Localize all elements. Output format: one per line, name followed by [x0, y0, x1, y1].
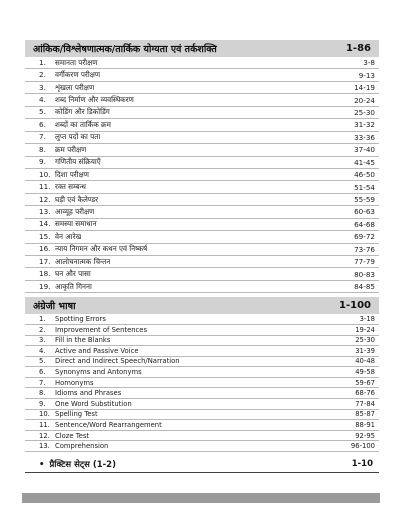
chapter-number: 6. [39, 368, 46, 377]
chapter-pages: 60-63 [354, 207, 375, 217]
chapter-pages: 33-36 [354, 132, 375, 142]
chapter-row [25, 367, 379, 378]
chapter-pages: 51-54 [354, 182, 375, 192]
chapter-row [25, 107, 379, 119]
chapter-pages: 25-30 [355, 336, 375, 345]
chapter-number: 3. [39, 336, 46, 345]
chapter-pages: 80-83 [354, 269, 375, 279]
chapter-number: 8. [39, 144, 46, 154]
chapter-row [25, 119, 379, 131]
chapter-row [25, 169, 379, 181]
chapter-title: आकृति गिनना [55, 281, 92, 291]
chapter-number: 13. [39, 206, 51, 216]
chapter-pages: 68-76 [355, 389, 375, 398]
section-header-english [25, 297, 379, 314]
chapter-number: 8. [39, 389, 46, 398]
chapter-title: Idioms and Phrases [55, 389, 122, 398]
chapter-number: 2. [39, 325, 46, 334]
chapter-title: गणितीय संक्रियाएँ [55, 157, 101, 167]
reasoning-chapter-list [25, 57, 379, 293]
practice-label: प्रैक्टिस सेट्स (1-2) [49, 459, 116, 470]
chapter-title: क्रम परीक्षण [55, 144, 87, 154]
footer-bar [22, 493, 380, 503]
chapter-pages: 64-68 [354, 219, 375, 229]
chapter-pages: 46-50 [354, 170, 375, 180]
chapter-row [25, 441, 379, 452]
chapter-number: 19. [39, 281, 51, 291]
chapter-number: 17. [39, 256, 51, 266]
practice-page-range: 1-10 [351, 459, 373, 470]
section-title: आंकिक/विश्लेषणात्मक/तार्किक योग्यता एवं तर्कशक्ति [33, 44, 217, 55]
chapter-number: 2. [39, 70, 46, 80]
chapter-title: Direct and Indirect Speech/Narration [55, 357, 180, 366]
chapter-number: 10. [39, 169, 51, 179]
chapter-row [25, 157, 379, 169]
chapter-row [25, 268, 379, 280]
chapter-title: लुप्त पदों का पता [55, 132, 101, 142]
chapter-title: Active and Passive Voice [55, 346, 139, 355]
chapter-row [25, 132, 379, 144]
chapter-pages: 19-24 [355, 325, 375, 334]
chapter-title: Sentence/Word Rearrangement [55, 421, 162, 430]
chapter-title: आलोचनात्मक चिन्तन [55, 256, 111, 266]
chapter-row [25, 420, 379, 431]
chapter-title: Comprehension [55, 442, 109, 451]
chapter-pages: 41-45 [354, 157, 375, 167]
section-header-reasoning [25, 40, 379, 57]
section-page-range: 1-100 [339, 300, 371, 312]
chapter-number: 16. [39, 244, 51, 254]
chapter-row [25, 256, 379, 268]
chapter-number: 12. [39, 431, 50, 440]
chapter-row [25, 388, 379, 399]
chapter-pages: 49-58 [355, 368, 375, 377]
chapter-row [25, 57, 379, 69]
chapter-pages: 59-67 [355, 378, 375, 387]
chapter-row [25, 144, 379, 156]
chapter-number: 9. [39, 399, 46, 408]
chapter-row [25, 325, 379, 336]
chapter-pages: 25-30 [354, 107, 375, 117]
chapter-number: 1. [39, 315, 46, 324]
chapter-title: दिशा परीक्षण [55, 169, 89, 179]
chapter-row [25, 82, 379, 94]
chapter-number: 15. [39, 231, 51, 241]
chapter-pages: 77-79 [354, 257, 375, 267]
chapter-pages: 9-13 [358, 70, 375, 80]
chapter-pages: 69-72 [354, 232, 375, 242]
chapter-row [25, 219, 379, 231]
section-title: अंग्रेजी भाषा [33, 301, 76, 313]
practice-sets-row [25, 456, 379, 473]
chapter-row [25, 399, 379, 410]
english-chapter-list [25, 314, 379, 452]
chapter-row [25, 94, 379, 106]
chapter-row [25, 336, 379, 347]
chapter-title: वेन आरेख [55, 231, 82, 241]
chapter-title: Synonyms and Antonyms [55, 368, 142, 377]
chapter-number: 12. [39, 194, 51, 204]
chapter-row [25, 244, 379, 256]
chapter-pages: 31-32 [354, 120, 375, 130]
chapter-row [25, 378, 379, 389]
chapter-pages: 84-85 [354, 282, 375, 292]
chapter-pages: 3-8 [363, 58, 375, 68]
section-page-range: 1-86 [345, 43, 371, 54]
chapter-title: Improvement of Sentences [55, 325, 148, 334]
chapter-number: 5. [39, 357, 46, 366]
chapter-number: 14. [39, 219, 51, 229]
chapter-number: 3. [39, 82, 46, 92]
chapter-pages: 85-87 [355, 410, 375, 419]
chapter-number: 7. [39, 378, 46, 387]
bullet-icon: • [39, 459, 45, 470]
chapter-pages: 77-84 [355, 399, 375, 408]
chapter-row [25, 194, 379, 206]
chapter-number: 1. [39, 57, 46, 67]
chapter-pages: 40-48 [355, 357, 375, 366]
chapter-row [25, 281, 379, 293]
chapter-title: घन और पासा [55, 269, 91, 279]
practice-label-wrap [39, 459, 116, 470]
chapter-title: समानता परीक्षण [55, 57, 98, 67]
chapter-title: आव्यूह परीक्षण [55, 206, 95, 216]
chapter-title: वर्गीकरण परीक्षण [55, 70, 101, 80]
chapter-pages: 14-19 [354, 83, 375, 93]
chapter-number: 11. [39, 421, 50, 430]
chapter-title: समस्या समाधान [55, 219, 97, 229]
chapter-title: Spelling Test [55, 410, 98, 419]
chapter-pages: 55-59 [354, 195, 375, 205]
chapter-pages: 92-95 [355, 431, 375, 440]
table-of-contents [25, 40, 379, 473]
chapter-number: 10. [39, 410, 50, 419]
chapter-row [25, 410, 379, 421]
chapter-number: 18. [39, 269, 51, 279]
chapter-row [25, 357, 379, 368]
chapter-pages: 3-18 [359, 315, 375, 324]
chapter-row [25, 181, 379, 193]
chapter-row [25, 346, 379, 357]
chapter-pages: 73-76 [354, 244, 375, 254]
chapter-title: Fill in the Blanks [55, 336, 111, 345]
chapter-pages: 37-40 [354, 145, 375, 155]
chapter-title: घड़ी एवं कैलेण्डर [55, 194, 99, 204]
chapter-number: 7. [39, 132, 46, 142]
chapter-title: Spotting Errors [55, 315, 106, 324]
chapter-title: Homonyms [55, 378, 94, 387]
chapter-title: शब्दों का तार्किक क्रम [55, 119, 111, 129]
chapter-pages: 88-91 [355, 421, 375, 430]
chapter-row [25, 69, 379, 81]
chapter-number: 11. [39, 182, 51, 192]
chapter-row [25, 231, 379, 243]
chapter-number: 5. [39, 107, 46, 117]
chapter-pages: 20-24 [354, 95, 375, 105]
chapter-number: 4. [39, 346, 46, 355]
chapter-row [25, 314, 379, 325]
chapter-number: 6. [39, 119, 46, 129]
chapter-title: कोडिंग और डिकोडिंग [55, 107, 110, 117]
chapter-pages: 96-100 [350, 442, 375, 451]
chapter-title: न्याय निगमन और कथन एवं निष्कर्ष [55, 244, 148, 254]
chapter-row [25, 206, 379, 218]
chapter-title: Cloze Test [55, 431, 90, 440]
chapter-title: रक्त सम्बन्ध [55, 182, 86, 192]
chapter-pages: 31-39 [355, 346, 375, 355]
chapter-number: 9. [39, 157, 46, 167]
chapter-row [25, 431, 379, 442]
chapter-title: शृंखला परीक्षण [55, 82, 95, 92]
chapter-number: 13. [39, 442, 50, 451]
chapter-title: One Word Substitution [55, 399, 132, 408]
chapter-title: शब्द निर्माण और व्यवस्थिकरण [55, 95, 134, 105]
chapter-number: 4. [39, 95, 46, 105]
